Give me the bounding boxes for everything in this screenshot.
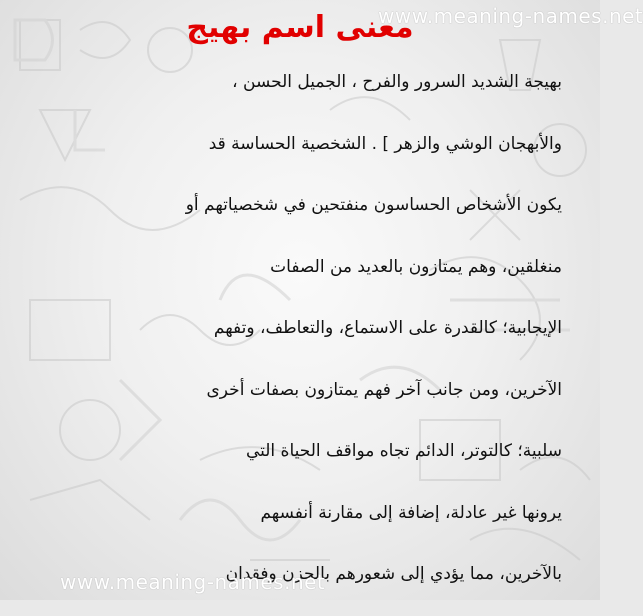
text-line: يكون الأشخاص الحساسون منفتحين في شخصياتهم أو bbox=[185, 195, 562, 215]
text-line: الآخرين، ومن جانب آخر فهم يمتازون بصفات أخرى bbox=[206, 379, 562, 400]
text-line: بالآخرين، مما يؤدي إلى شعورهم بالحزن وفقدان bbox=[225, 564, 562, 584]
text-line: منغلقين، وهم يمتازون بالعديد من الصفات bbox=[270, 256, 562, 277]
watermark-top: www.meaning-names.net bbox=[378, 4, 643, 28]
text-line: يرونها غير عادلة، إضافة إلى مقارنة أنفسهم bbox=[260, 502, 562, 523]
text-line: سلبية؛ كالتوتر، الدائم تجاه مواقف الحياة التي bbox=[245, 441, 562, 461]
page-title: معنى اسم بهيج bbox=[186, 10, 414, 45]
text-line: بهيجة الشديد السرور والفرح ، الجميل الحسن ، bbox=[232, 72, 562, 92]
meaning-text bbox=[30, 62, 562, 616]
watermark-bottom: www.meaning-names.net bbox=[60, 570, 326, 594]
text-line: والأبهجان الوشي والزهر ] . الشخصية الحساسة قد bbox=[208, 133, 562, 154]
text-line: الإيجابية؛ كالقدرة على الاستماع، والتعاطف، وتفهم bbox=[213, 318, 562, 338]
